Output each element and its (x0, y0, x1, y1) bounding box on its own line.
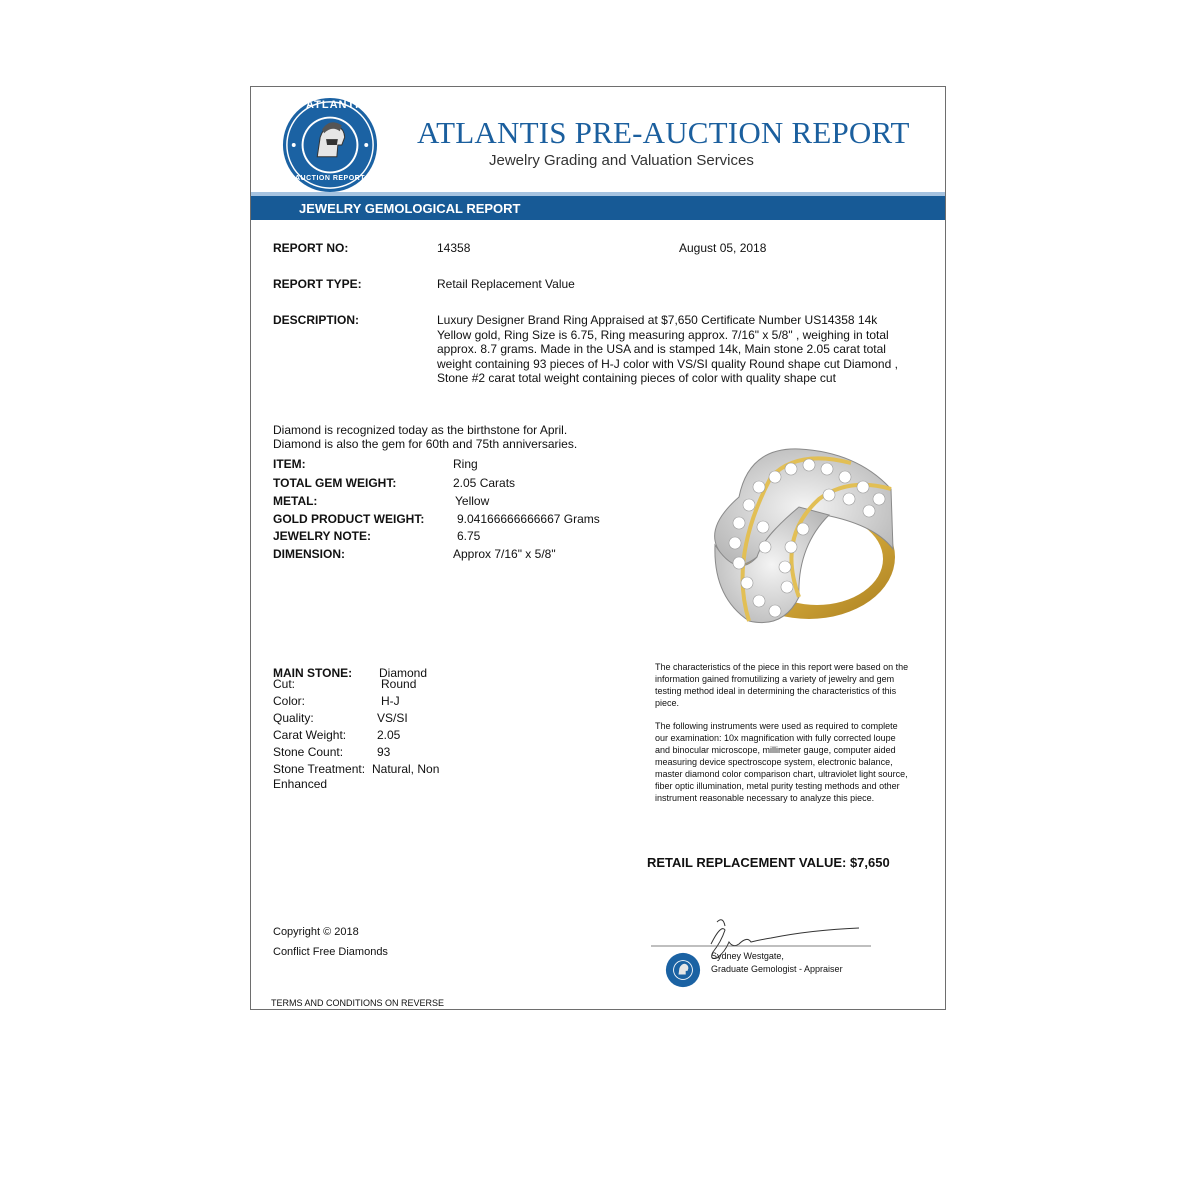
stone-treatment-continued: Enhanced (273, 777, 328, 791)
color-value: H-J (381, 694, 400, 708)
birthstone-line-1: Diamond is recognized today as the birthstone for April. (273, 423, 568, 437)
retail-replacement-value: RETAIL REPLACEMENT VALUE: $7,650 (647, 855, 890, 870)
dimension-value: Approx 7/16" x 5/8" (453, 547, 556, 561)
report-type: Retail Replacement Value (437, 277, 575, 291)
stone-count-label: Stone Count: (273, 745, 344, 759)
report-type-label: REPORT TYPE: (273, 277, 362, 291)
gem-weight-label: TOTAL GEM WEIGHT: (273, 476, 397, 490)
disclaimer-paragraph-1: The characteristics of the piece in this report were based on the information gained fromutilizing a variety of jewelry and gem testing method ideal in determining the characteristics of this piece. (655, 662, 909, 708)
jewelry-note-label: JEWELRY NOTE: (273, 529, 372, 543)
report-date: August 05, 2018 (679, 241, 767, 255)
carat-weight-label: Carat Weight: (273, 728, 347, 742)
color-label: Color: (273, 694, 306, 708)
gold-weight-value: 9.04166666666667 Grams (457, 512, 600, 526)
stone-count-value: 93 (377, 745, 391, 759)
birthstone-line-2: Diamond is also the gem for 60th and 75th anniversaries. (273, 437, 578, 451)
carat-weight-value: 2.05 (377, 728, 401, 742)
cut-value: Round (381, 677, 417, 691)
terms-note: TERMS AND CONDITIONS ON REVERSE (271, 998, 445, 1008)
copyright: Copyright © 2018 (273, 926, 359, 938)
report-document (250, 86, 946, 1010)
gold-weight-label: GOLD PRODUCT WEIGHT: (273, 512, 425, 526)
disclaimer-paragraph-2: The following instruments were used as required to complete our examination: 10x magnification with fully corrected loupe and binocular microscope, millimeter gauge, computer aided measuring device spectroscope system, electronic balance, master diamond color comparison chart, ultraviolet light source, fiber optic illumination, metal purity testing methods and other instrument reasonable necessary to analyze this piece. (655, 721, 908, 803)
logo-bottom-text: AUCTION REPORT (295, 175, 365, 182)
gem-weight-value: 2.05 Carats (453, 476, 516, 490)
report-subtitle: Jewelry Grading and Valuation Services (489, 152, 754, 169)
stone-treatment-value: Natural, Non (372, 762, 440, 776)
description-label: DESCRIPTION: (273, 313, 360, 327)
cut-label: Cut: (273, 677, 296, 691)
report-number-label: REPORT NO: (273, 241, 349, 255)
item-value: Ring (453, 457, 478, 471)
report-number: 14358 (437, 241, 471, 255)
quality-label: Quality: (273, 711, 314, 725)
metal-label: METAL: (273, 494, 318, 508)
main-stone-value: Diamond (379, 666, 428, 680)
logo-top-text: ATLANTIS (306, 99, 368, 111)
report-title: ATLANTIS PRE-AUCTION REPORT (417, 115, 910, 150)
ring-image (679, 407, 909, 637)
item-label: ITEM: (273, 457, 306, 471)
description-text: Luxury Designer Brand Ring Appraised at $7,650 Certificate Number US14358 14k Yellow gold, Ring Size is 6.75, Ring measuring approx. 7/16" x 5/8" , weighing in total approx. 8.7 grams. Made in the USA and is stamped 14k, Main stone 2.05 carat total weight containing 93 pieces of H-J color with VS/SI quality Round shape cut Diamond , Stone #2 carat total weight containing pieces of color with quality shape cut (437, 313, 898, 385)
dimension-label: DIMENSION: (273, 547, 345, 561)
quality-value: VS/SI (377, 711, 408, 725)
section-band (251, 192, 945, 220)
band-label: JEWELRY GEMOLOGICAL REPORT (299, 201, 521, 216)
jewelry-note-value: 6.75 (457, 529, 481, 543)
stone-treatment-label: Stone Treatment: (273, 762, 366, 776)
signer-name: Sydney Westgate, (711, 951, 784, 961)
signer-title: Graduate Gemologist - Appraiser (711, 964, 843, 974)
metal-value: Yellow (455, 494, 490, 508)
main-stone-label: MAIN STONE: (273, 666, 353, 680)
conflict-free-note: Conflict Free Diamonds (273, 946, 388, 958)
signature-seal-icon (665, 952, 701, 988)
